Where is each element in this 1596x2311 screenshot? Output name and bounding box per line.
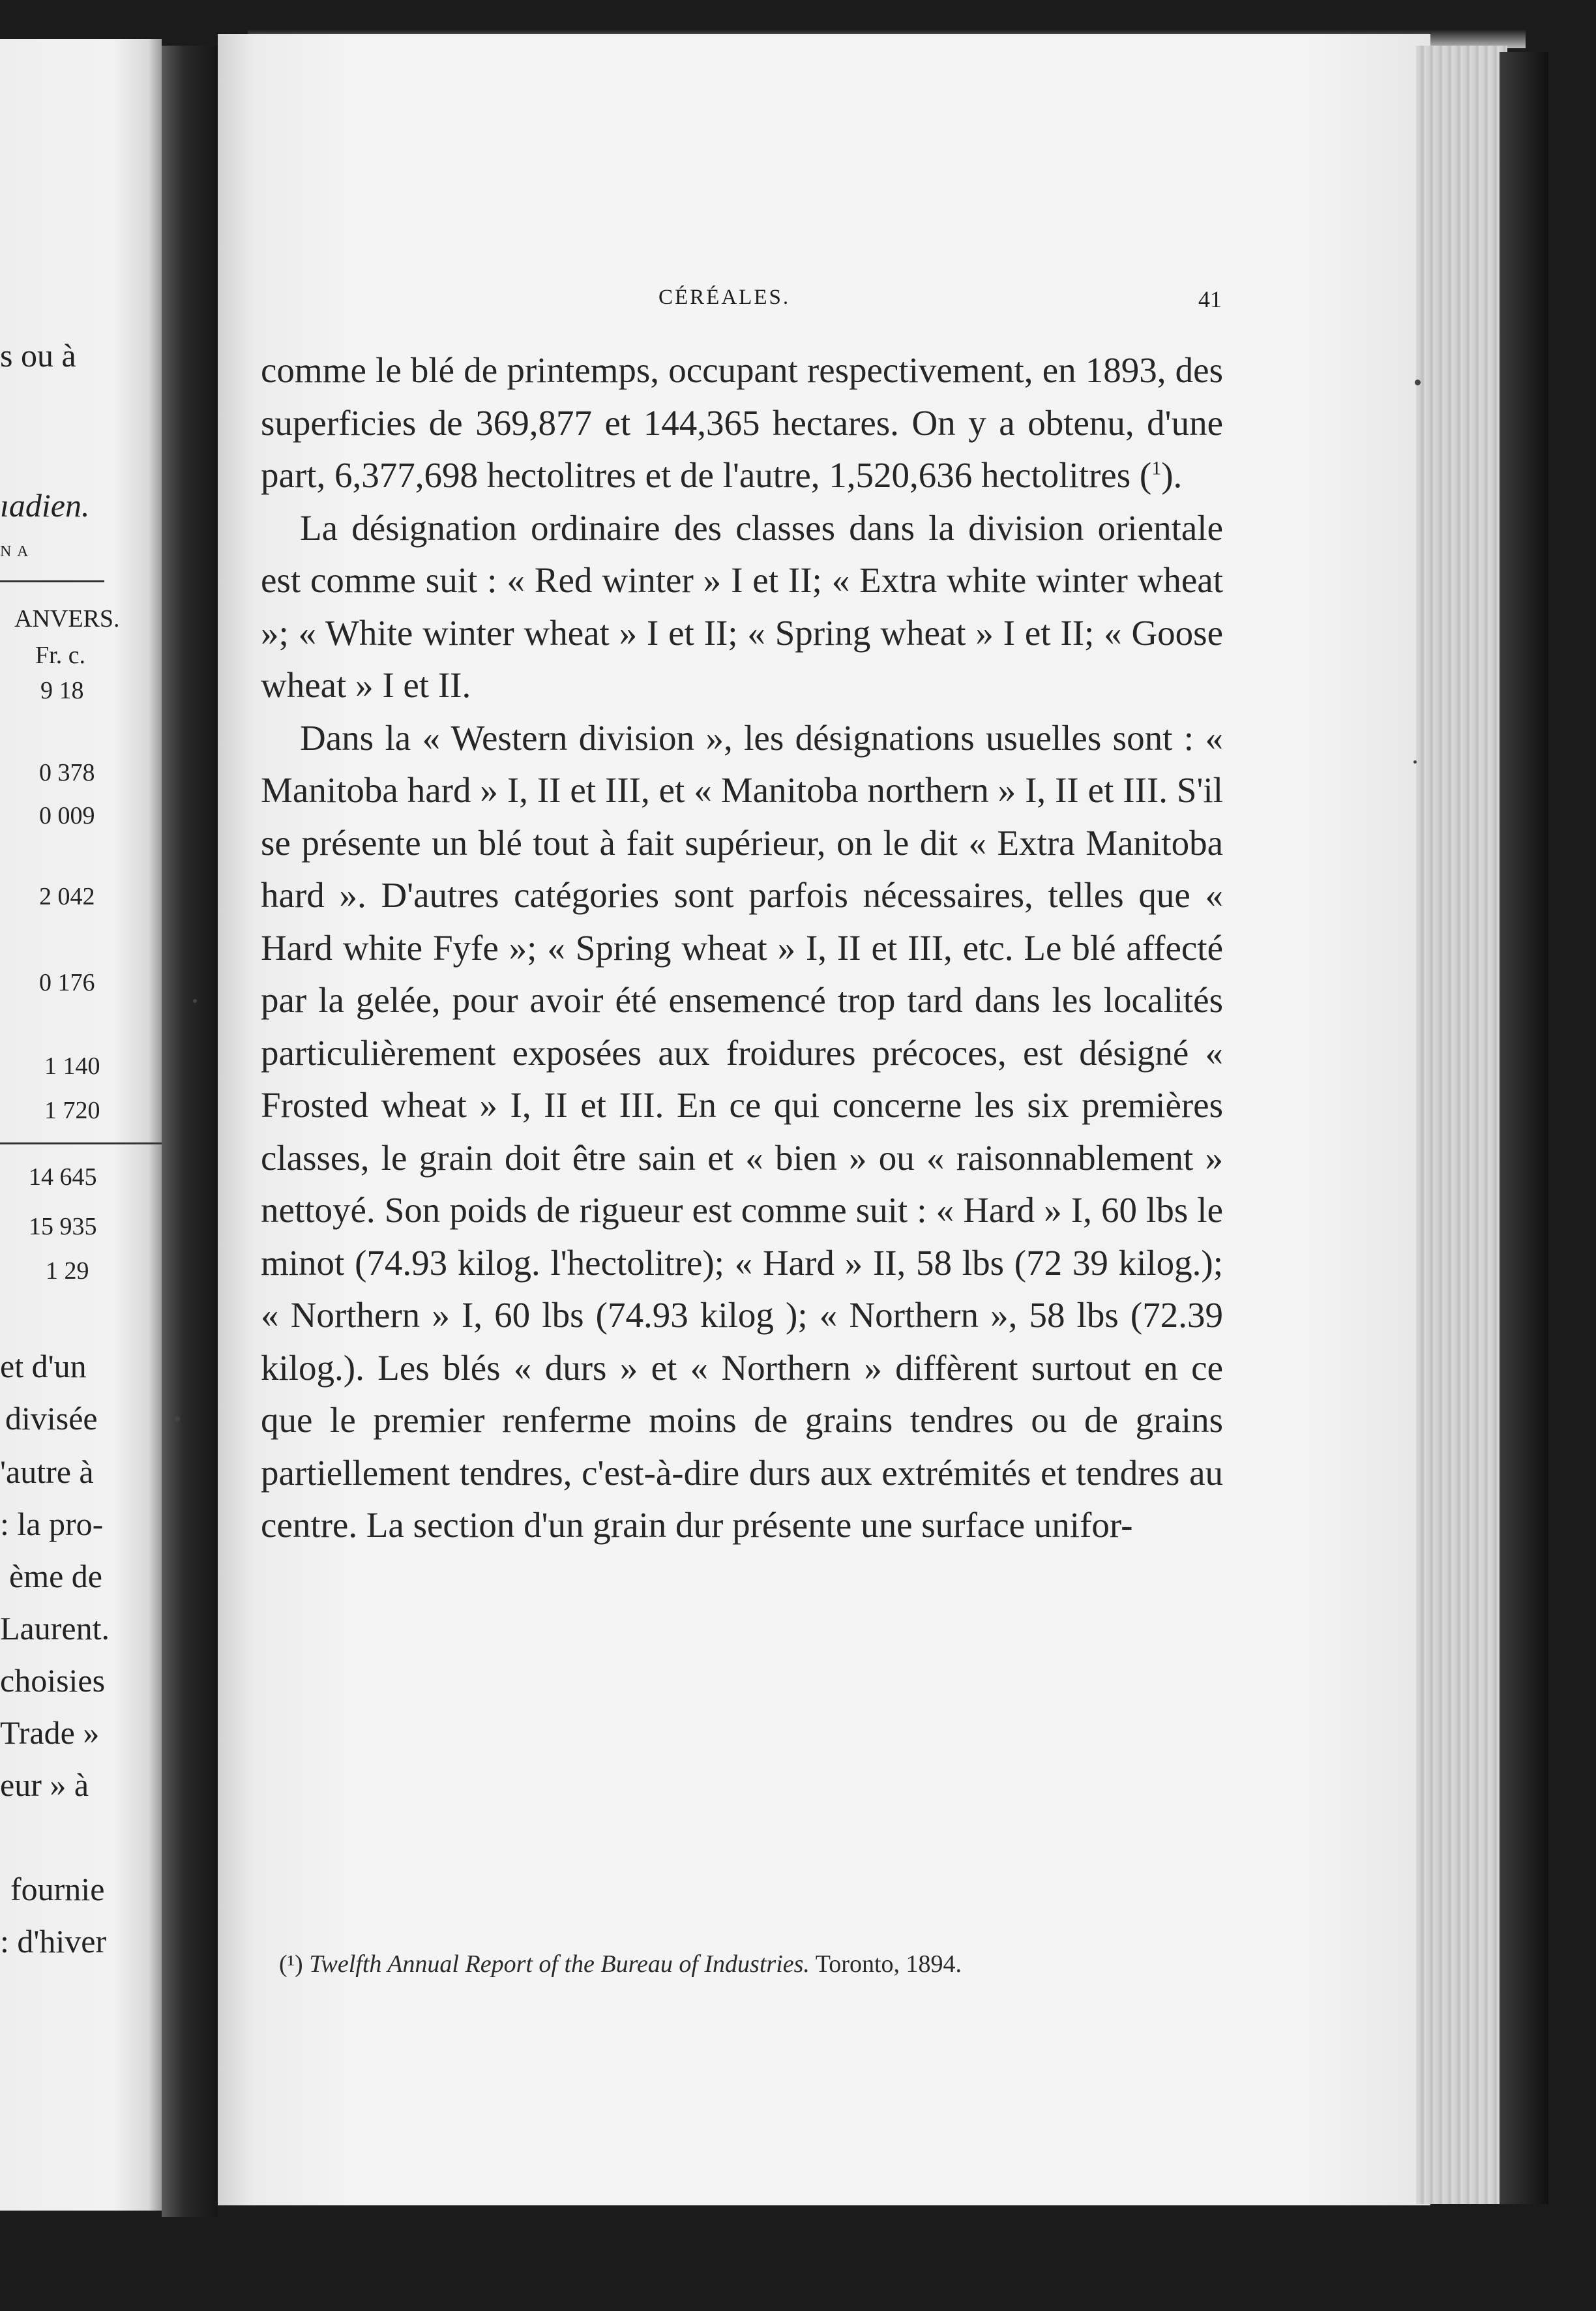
left-page-fragment: Laurent. <box>0 1610 110 1647</box>
left-page-fragment: ANVERS. <box>14 605 120 633</box>
left-page-fragment: divisée <box>5 1400 98 1437</box>
left-page-fragment: ıadien. <box>0 487 90 524</box>
left-page-fragment: et d'un <box>0 1348 87 1384</box>
left-page-fragment: fournie <box>10 1871 105 1907</box>
footnote-place-year: Toronto, 1894. <box>815 1950 962 1978</box>
running-head: CÉRÉALES. <box>658 286 791 309</box>
left-page-fragment: 0 176 <box>39 969 95 996</box>
left-page-fragment: eur » à <box>0 1767 89 1803</box>
footnote <box>279 1950 1231 1980</box>
paragraph-text-end: ). <box>1161 455 1183 495</box>
left-page-fragment: Fr. c. <box>35 642 86 669</box>
paragraph-2: La désignation ordinaire des classes dans la division orientale est comme suit : « Red winter » I et II; « Extra white winter wheat »; « White winter wheat » I et II; « Spring wheat » I et II; « Goose wheat » I et II. <box>261 507 1223 705</box>
left-page-fragment: : d'hiver <box>0 1923 107 1960</box>
scan-speck <box>1413 760 1417 764</box>
left-page-fragment: : la pro- <box>0 1506 104 1542</box>
left-page-fragment: 1 140 <box>44 1052 100 1080</box>
left-page-fragment: 'autre à <box>0 1454 94 1490</box>
left-page-fragment: 1 720 <box>44 1097 100 1124</box>
left-page-fragment: 0 009 <box>39 802 95 829</box>
paragraph-text: comme le blé de printemps, occupant respectivement, en 1893, des superficies de 369,877 et 144,365 hectares. On y a obtenu, d'une part, 6,377,698 hectolitres et de l'autre, 1,520,636 hectolitres ( <box>261 350 1223 495</box>
table-rule <box>0 580 104 582</box>
left-page-fragment: choisies <box>0 1662 106 1699</box>
footnote-reference: 1 <box>1151 457 1162 479</box>
scan-speck <box>1415 380 1421 385</box>
cover-edge <box>1500 52 1548 2204</box>
book-gutter <box>162 46 218 2217</box>
left-page-fragment: 0 378 <box>39 759 95 786</box>
scan-speck <box>193 999 197 1003</box>
body-text <box>261 344 1223 1552</box>
left-page <box>0 39 162 2211</box>
footnote-marker: (¹) <box>279 1950 303 1978</box>
left-page-fragment: 14 645 <box>29 1163 97 1191</box>
left-page-fragment: 9 18 <box>40 677 84 704</box>
left-page-fragment: 15 935 <box>29 1213 97 1240</box>
left-page-fragment: Trade » <box>0 1714 100 1751</box>
paragraph-1 <box>261 344 1223 502</box>
paragraph-3: Dans la « Western division », les désignations usuelles sont : « Manitoba hard » I, II et III, et « Manitoba northern » I, II et III. S'il se présente un blé tout à fait supérieur, on le dit « Extra Manitoba hard ». D'autres catégories sont parfois nécessaires, telles que « Hard white Fyfe »; « Spring wheat » I, II et III, etc. Le blé affecté par la gelée, pour avoir été ensemencé trop tard dans les localités particulièrement exposées aux froidures précoces, est désigné « Frosted wheat » I, II et III. En ce qui concerne les six premières classes, le grain doit être sain et « bien » ou « raisonnablement » nettoyé. Son poids de rigueur est comme suit : « Hard » I, 60 lbs le minot (74.93 kilog. l'hectolitre); « Hard » II, 58 lbs (72 39 kilog.); « Northern » I, 60 lbs (74.93 kilog ); « Northern », 58 lbs (72.39 kilog.). Les blés « durs » et « Northern » diffèrent surtout en ce que le premier renferme moins de grains tendres ou de grains partiellement tendres, c'est-à-dire durs aux extrémités et tendres au centre. La section d'un grain dur présente une surface unifor- <box>261 717 1223 1545</box>
left-page-fragment: 2 042 <box>39 883 95 910</box>
left-page-fragment: ème de <box>9 1558 102 1594</box>
page-edges <box>1416 46 1507 2204</box>
left-page-fragment: N A <box>0 543 30 560</box>
left-page-fragment: 1 29 <box>46 1257 89 1285</box>
left-page-fragment: s ou à <box>0 337 76 374</box>
footnote-title: Twelfth Annual Report of the Bureau of Industries. <box>309 1950 810 1978</box>
table-rule <box>0 1142 162 1144</box>
scan-speck <box>175 1416 180 1422</box>
page-number: 41 <box>1198 286 1222 312</box>
